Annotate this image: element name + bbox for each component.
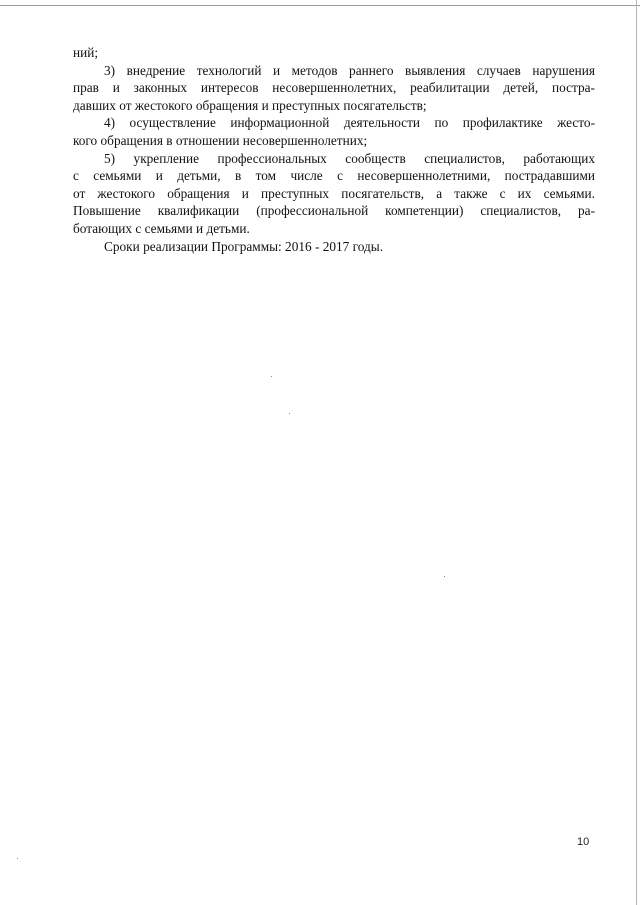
continuation-text: ний;: [73, 45, 99, 60]
scan-speck: [444, 576, 445, 577]
scan-speck: [271, 376, 272, 377]
list-item-4-line: 4) осуществление информационной деятельности по профилактике жесто-: [104, 115, 595, 131]
scan-speck: [17, 858, 18, 859]
list-item-4: [73, 114, 595, 149]
scan-edge-top: [0, 5, 640, 6]
list-item-3-line: прав и законных интересов несовершеннолетних, реабилитации детей, постра-: [73, 80, 595, 96]
scan-edge-right: [636, 0, 637, 905]
list-item-4-line: кого обращения в отношении несовершеннолетних;: [73, 132, 368, 148]
scan-speck: [289, 413, 290, 414]
page-number: 10: [577, 836, 590, 848]
list-item-5-line: Повышение квалификации (профессиональной компетенции) специалистов, ра-: [73, 203, 595, 219]
deadline-paragraph: [73, 238, 595, 256]
list-item-5: [73, 150, 595, 238]
list-item-5-line: 5) укрепление профессиональных сообществ специалистов, работающих: [104, 150, 595, 166]
list-item-5-line: от жестокого обращения и преступных посягательств, а также с их семьями.: [73, 185, 595, 201]
list-item-5-line: с семьями и детьми, в том числе с несовершеннолетними, пострадавшими: [73, 168, 595, 184]
list-item-3-line: давших от жестокого обращения и преступных посягательств;: [73, 97, 427, 113]
list-item-3-line: 3) внедрение технологий и методов раннего выявления случаев нарушения: [104, 62, 595, 78]
document-body: [73, 44, 595, 255]
list-item-5-line: ботающих с семьями и детьми.: [73, 220, 250, 236]
deadline-text: Сроки реализации Программы: 2016 - 2017 годы.: [104, 238, 384, 254]
list-item-3: [73, 62, 595, 115]
